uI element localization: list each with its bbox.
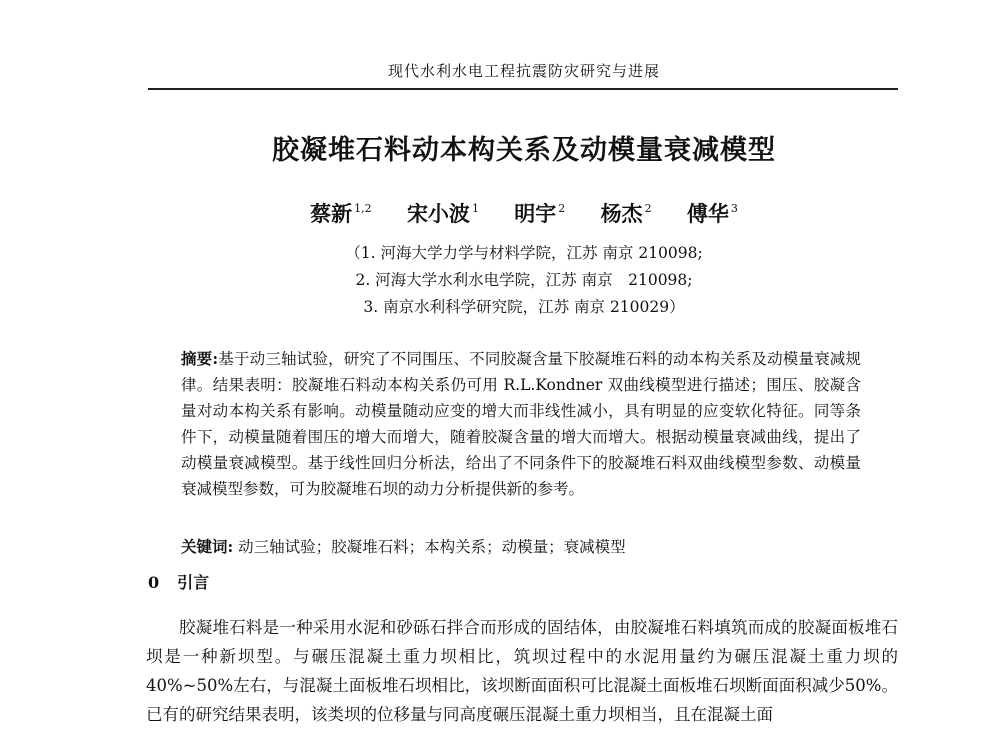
author xyxy=(514,198,565,228)
author-affiliation-mark: 2 xyxy=(644,202,652,215)
author-list xyxy=(150,198,898,228)
running-header: 现代水利水电工程抗震防灾研究与进展 xyxy=(387,62,660,80)
section-title: 引言 xyxy=(177,573,210,592)
keywords xyxy=(181,534,861,560)
author-name: 明宇 xyxy=(514,201,557,226)
keywords-label: 关键词: xyxy=(181,537,234,556)
affiliation-line: 3. 南京水利科学研究院，江苏 南京 210029） xyxy=(363,298,685,316)
affiliation-line: （1. 河海大学力学与材料学院，江苏 南京 210098; xyxy=(345,244,703,262)
section-number: 0 xyxy=(148,573,160,592)
author-affiliation-mark: 2 xyxy=(558,202,566,215)
author-name: 傅华 xyxy=(686,201,729,226)
author xyxy=(407,198,479,228)
author xyxy=(310,198,372,228)
keywords-text: 动三轴试验；胶凝堆石料；本构关系；动模量；衰减模型 xyxy=(238,538,626,556)
abstract xyxy=(181,346,861,502)
paper-title: 胶凝堆石料动本构关系及动模量衰减模型 xyxy=(272,135,776,166)
intro-paragraph: 胶凝堆石料是一种采用水泥和砂砾石拌合而形成的固结体，由胶凝堆石料填筑而成的胶凝面板堆石坝是一种新坝型。与碾压混凝土重力坝相比，筑坝过程中的水泥用量约为碾压混凝土重力坝的40%~50%左右，与混凝土面板堆石坝相比，该坝断面面积可比混凝土面板堆石坝断面面积减少50%。已有的研究结果表明，该类坝的位移量与同高度碾压混凝土重力坝相当，且在混凝土面 xyxy=(146,618,898,724)
author-affiliation-mark: 1,2 xyxy=(354,202,372,215)
abstract-label: 摘要: xyxy=(181,349,219,368)
author-name: 杨杰 xyxy=(600,201,643,226)
section-heading xyxy=(148,570,209,593)
author-name: 宋小波 xyxy=(406,201,470,226)
abstract-text: 基于动三轴试验，研究了不同围压、不同胶凝含量下胶凝堆石料的动本构关系及动模量衰减规律。结果表明：胶凝堆石料动本构关系仍可用 R.L.Kondner 双曲线模型进行描述；围压、胶凝含量对动本构关系有影响。动模量随动应变的增大而非线性减小，具有明显的应变软化特征。同等条件下，动模量随着围压的增大而增大，随着胶凝含量的增大而增大。根据动模量衰减曲线，提出了动模量衰减模型。基于线性回归分析法，给出了不同条件下的胶凝堆石料双曲线模型参数、动模量衰减模型参数，可为胶凝堆石坝的动力分析提供新的参考。 xyxy=(181,350,861,498)
author-affiliation-mark: 3 xyxy=(730,202,738,215)
affiliation-line: 2. 河海大学水利水电学院，江苏 南京 210098; xyxy=(355,271,693,289)
header-rule xyxy=(148,88,898,90)
author-name: 蔡新 xyxy=(310,201,353,226)
author-affiliation-mark: 1 xyxy=(471,202,479,215)
affiliation-list xyxy=(150,240,898,321)
author xyxy=(687,198,738,228)
author xyxy=(601,198,652,228)
